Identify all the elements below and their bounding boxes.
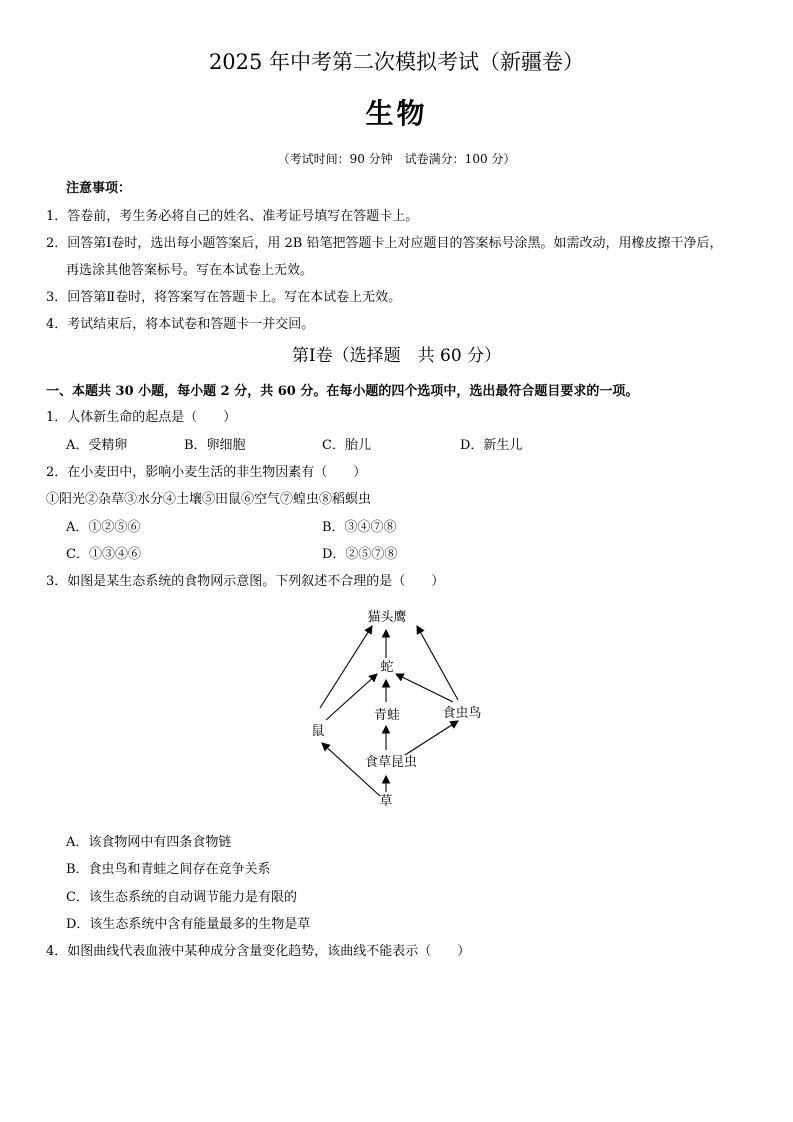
q2-factors: ①阳光②杂草③水分④土壤⑤田鼠⑥空气⑦蝗虫⑧稻螟虫: [46, 492, 372, 507]
notice-item: 再选涂其他答案标号。写在本试卷上无效。: [66, 263, 314, 278]
part-intro: 一、本题共 30 小题，每小题 2 分，共 60 分。在每小题的四个选项中，选出最符合题目要求的一项。: [46, 384, 639, 399]
notice-heading: 注意事项：: [66, 181, 132, 196]
food-web-node-frog: 青蛙: [373, 708, 401, 723]
q3-option-b: B．食虫鸟和青蛙之间存在竞争关系: [66, 862, 271, 877]
q2-option-c: C．①③④⑥: [66, 547, 141, 562]
question-4-stem: 4．如图曲线代表血液中某种成分含量变化趋势，该曲线不能表示（ ）: [46, 944, 471, 959]
section-title: 第Ⅰ卷（选择题 共 60 分）: [291, 346, 502, 366]
q1-option-a: A．受精卵: [66, 438, 128, 453]
q2-option-d: D．②⑤⑦⑧: [322, 547, 398, 562]
q1-option-c: C．胎儿: [322, 438, 371, 453]
notice-item: 2．回答第Ⅰ卷时，选出每小题答案后，用 2B 铅笔把答题卡上对应题目的答案标号涂黑。如需改动，用橡皮擦干净后，: [46, 236, 723, 251]
subject-title: 生物: [365, 97, 428, 130]
q2-option-a: A．①②⑤⑥: [66, 520, 141, 535]
food-web-diagram: [300, 600, 500, 815]
q3-option-d: D．该生态系统中含有能量最多的生物是草: [66, 917, 311, 932]
q1-option-b: B．卵细胞: [184, 438, 246, 453]
question-2-stem: 2．在小麦田中，影响小麦生活的非生物因素有（ ）: [46, 465, 367, 480]
notice-item: 3．回答第Ⅱ卷时，将答案写在答题卡上。写在本试卷上无效。: [46, 290, 402, 305]
q3-option-a: A．该食物网中有四条食物链: [66, 835, 232, 850]
food-web-node-snake: 蛇: [380, 660, 394, 675]
q3-option-c: C．该生态系统的自动调节能力是有限的: [66, 890, 297, 905]
exam-title: 2025 年中考第二次模拟考试（新疆卷）: [208, 50, 585, 74]
food-web-node-mouse: 鼠: [311, 724, 325, 739]
question-3-stem: 3．如图是某生态系统的食物网示意图。下列叙述不合理的是（ ）: [46, 574, 445, 589]
food-web-node-herbivorous-insect: 食草昆虫: [364, 755, 418, 770]
q1-option-d: D．新生儿: [460, 438, 523, 453]
food-web-node-owl: 猫头鹰: [367, 610, 407, 625]
notice-item: 4．考试结束后，将本试卷和答题卡一并交回。: [46, 317, 315, 332]
q2-option-b: B．③④⑦⑧: [322, 520, 397, 535]
exam-info: （考试时间：90 分钟 试卷满分：100 分）: [277, 152, 516, 166]
food-web-node-insectivorous-bird: 食虫鸟: [442, 706, 482, 721]
food-web-node-grass: 草: [379, 794, 393, 809]
question-1-stem: 1．人体新生命的起点是（ ）: [46, 410, 237, 425]
notice-item: 1．答卷前，考生务必将自己的姓名、准考证号填写在答题卡上。: [46, 209, 419, 224]
